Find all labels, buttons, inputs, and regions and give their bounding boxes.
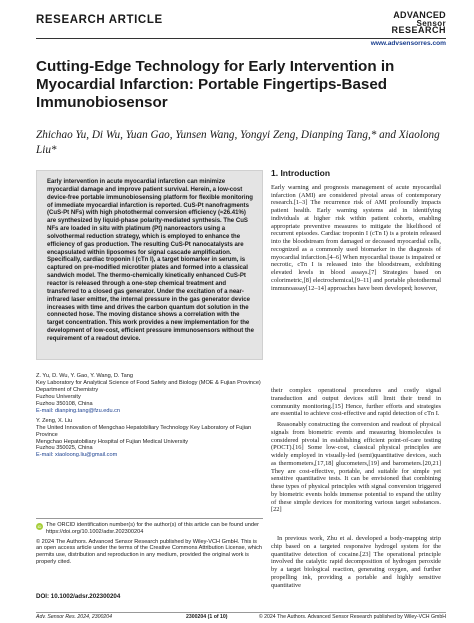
abstract-box	[36, 170, 263, 360]
affil-email-link[interactable]: E-mail: dianping.tang@fzu.edu.cn	[36, 407, 121, 414]
journal-logo-line-3: RESEARCH	[391, 25, 446, 36]
affil-line: Fuzhou 350108, China	[36, 400, 93, 407]
section-heading: 1. Introduction	[271, 168, 331, 178]
footer-page-number: 2300204 (1 of 10)	[186, 614, 228, 620]
affil-line: Fuzhou University	[36, 393, 81, 400]
affiliation-divider	[36, 518, 263, 519]
affil-line: Y. Zeng, X. Liu	[36, 417, 73, 424]
affiliations	[36, 373, 263, 463]
journal-logo-line-2: Sensor	[416, 18, 446, 28]
introduction-column	[271, 170, 441, 292]
copyright-note: © 2024 The Authors. Advanced Sensor Research published by Wiley-VCH GmbH. This is an open access article under the terms of the Creative Commons Attribution License, which permits use, distribution and reproduction in any medium, provided the original work is properly cited.	[36, 538, 263, 565]
doi-label[interactable]: DOI: 10.1002/adsr.202300204	[36, 593, 121, 600]
header-divider	[36, 38, 446, 39]
affil-line: Key Laboratory for Analytical Science of Food Safety and Biology (MOE & Fujian Province)	[36, 379, 261, 386]
orcid-icon[interactable]: iD	[37, 523, 42, 529]
journal-logo-line-1: ADVANCED	[393, 10, 446, 20]
orcid-block	[36, 522, 263, 566]
journal-url[interactable]: www.advsensorres.com	[370, 40, 446, 47]
footer-divider	[36, 612, 446, 613]
intro-paragraph-1: Early warning and prognosis management of acute myocardial infarction (AMI) are considered pivotal areas of contemporary research.[1–3] The recurrence risk of AMI profoundly impacts patient health. Early warning systems aid in identifying individuals at higher risk within patient cohorts, enabling appropriate preventive measures to mitigate the likelihood of recurrent episodes. Cardiac troponin I (cTn I) is a protein released into the bloodstream from damaged or deceased myocardial cells, recognized as a commonly used biomarker in the diagnosis of myocardial infarction.[4–6] When myocardial tissue is impaired or necrotic, cTn I is released into the bloodstream, exhibiting elevated levels in blood assays.[7] Strategies based on colorimetric,[8] electrochemical,[9–11] and portable photothermal immunoassay[12–14] approaches have been developed; however,	[271, 183, 441, 292]
page-header	[36, 12, 446, 52]
abstract-text: Early intervention in acute myocardial infarction can minimize myocardial damage and improve patient survival. Herein, a low-cost device-free portable immunobiosensing platform for flexible monitoring of immediate myocardial infarction is reported. CuS-Pt nanofragments (CuS-Pt NFs) with high photothermal conversion efficiency (≈26.41%) are synthesized by liquid-phase polarity-mediated synthesis. The CuS NFs are loaded in situ with platinum (Pt) nanoreactors using a solvothermal reduction strategy, which is employed to enhance the efficiency of gas production. The resulting CuS-Pt nanocatalysts are encapsulated within liposomes for signal cascade amplification. Specifically, cardiac troponin I (cTn I), a target biomarker in serum, is captured on pre-modified microtiter plates and formed into a classical sandwich model. The thermo-chemically kinetically enhanced CuS-Pt reactor is released through a one-step chemical treatment and transferred to a closed gas generator. Under the excitation of a near-infrared laser emitter, the internal pressure in the gas generator device increases with time and drives the carbon quantum dot solution in the connected hose. The moving distance shows a correlation with the target concentration. This work provides a new implementation for the development of low-cost, efficient pressure immunosensors without the requirement of a readout device.	[47, 179, 254, 342]
affil-line: Fuzhou 350025, China	[36, 445, 93, 452]
intro-paragraph-2: Reasonably constructing the conversion and readout of physical signals from biometric events and measuring biomolecules is considered pivotal in establishing efficient point-of-care testing (POCT).[16] Some low-cost, classical physical principles are widely employed in visually-led (semi)quantitative devices, such as thermometers,[17,18] glucometers,[19] and barometers.[20,21] They are cost-effective, portable, and suitable for simple yet sensitive quantitative tests. It can be envisioned that combining these types of physical principles with signal conversion triggered by biometric events holds immense potential to expand the utility of these simple devices for monitoring various target substances.[22]	[271, 421, 441, 514]
affil-line: Department of Chemistry	[36, 386, 99, 393]
affil-email-link[interactable]: E-mail: xiaoloong.liu@gmail.com	[36, 452, 118, 459]
intro-paragraph-1-continued: their complex operational procedures and costly signal transduction and output devices still limit their trend in community monitoring.[15] Hence, further efforts and strategies are essential to achieve cost-effective and rapid detection of cTn I.	[271, 387, 441, 418]
footer-copyright: © 2024 The Authors. Advanced Sensor Research published by Wiley-VCH GmbH	[258, 614, 446, 620]
journal-logo	[391, 12, 446, 35]
intro-paragraph-3: In previous work, Zhu et al. developed a body-mapping strip chip based on a targeted responsive hydrogel system for the quantitative detection of cocaine.[23] The operational principle involved the catalytic rapid decomposition of hydrogen peroxide by a target biological reaction, generating oxygen, and further propelling ink, providing a portable and highly sensitive quantitative	[271, 535, 441, 589]
article-title: Cutting-Edge Technology for Early Intervention in Myocardial Infarction: Portable Fingertips-Based Immunobiosensor	[36, 58, 395, 111]
article-type-label: RESEARCH ARTICLE	[36, 14, 163, 26]
author-list: Zhichao Yu, Di Wu, Yuan Gao, Yunsen Wang, Yongyi Zeng, Dianping Tang,* and Xiaolong Liu*	[36, 129, 440, 156]
orcid-note: The ORCID identification number(s) for the author(s) of this article can be found under https://doi.org/10.1002/adsr.202300204	[46, 522, 259, 535]
affil-line: The United Innovation of Mengchao Hepatobiliary Technology Key Laboratory of Fujian Province	[36, 424, 252, 438]
affil-line: Mengchao Hepatobiliary Hospital of Fujian Medical University	[36, 438, 189, 445]
footer-citation: Adv. Sensor Res. 2024, 2300204	[36, 614, 113, 620]
affil-line: Z. Yu, D. Wu, Y. Gao, Y. Wang, D. Tang	[36, 373, 134, 379]
